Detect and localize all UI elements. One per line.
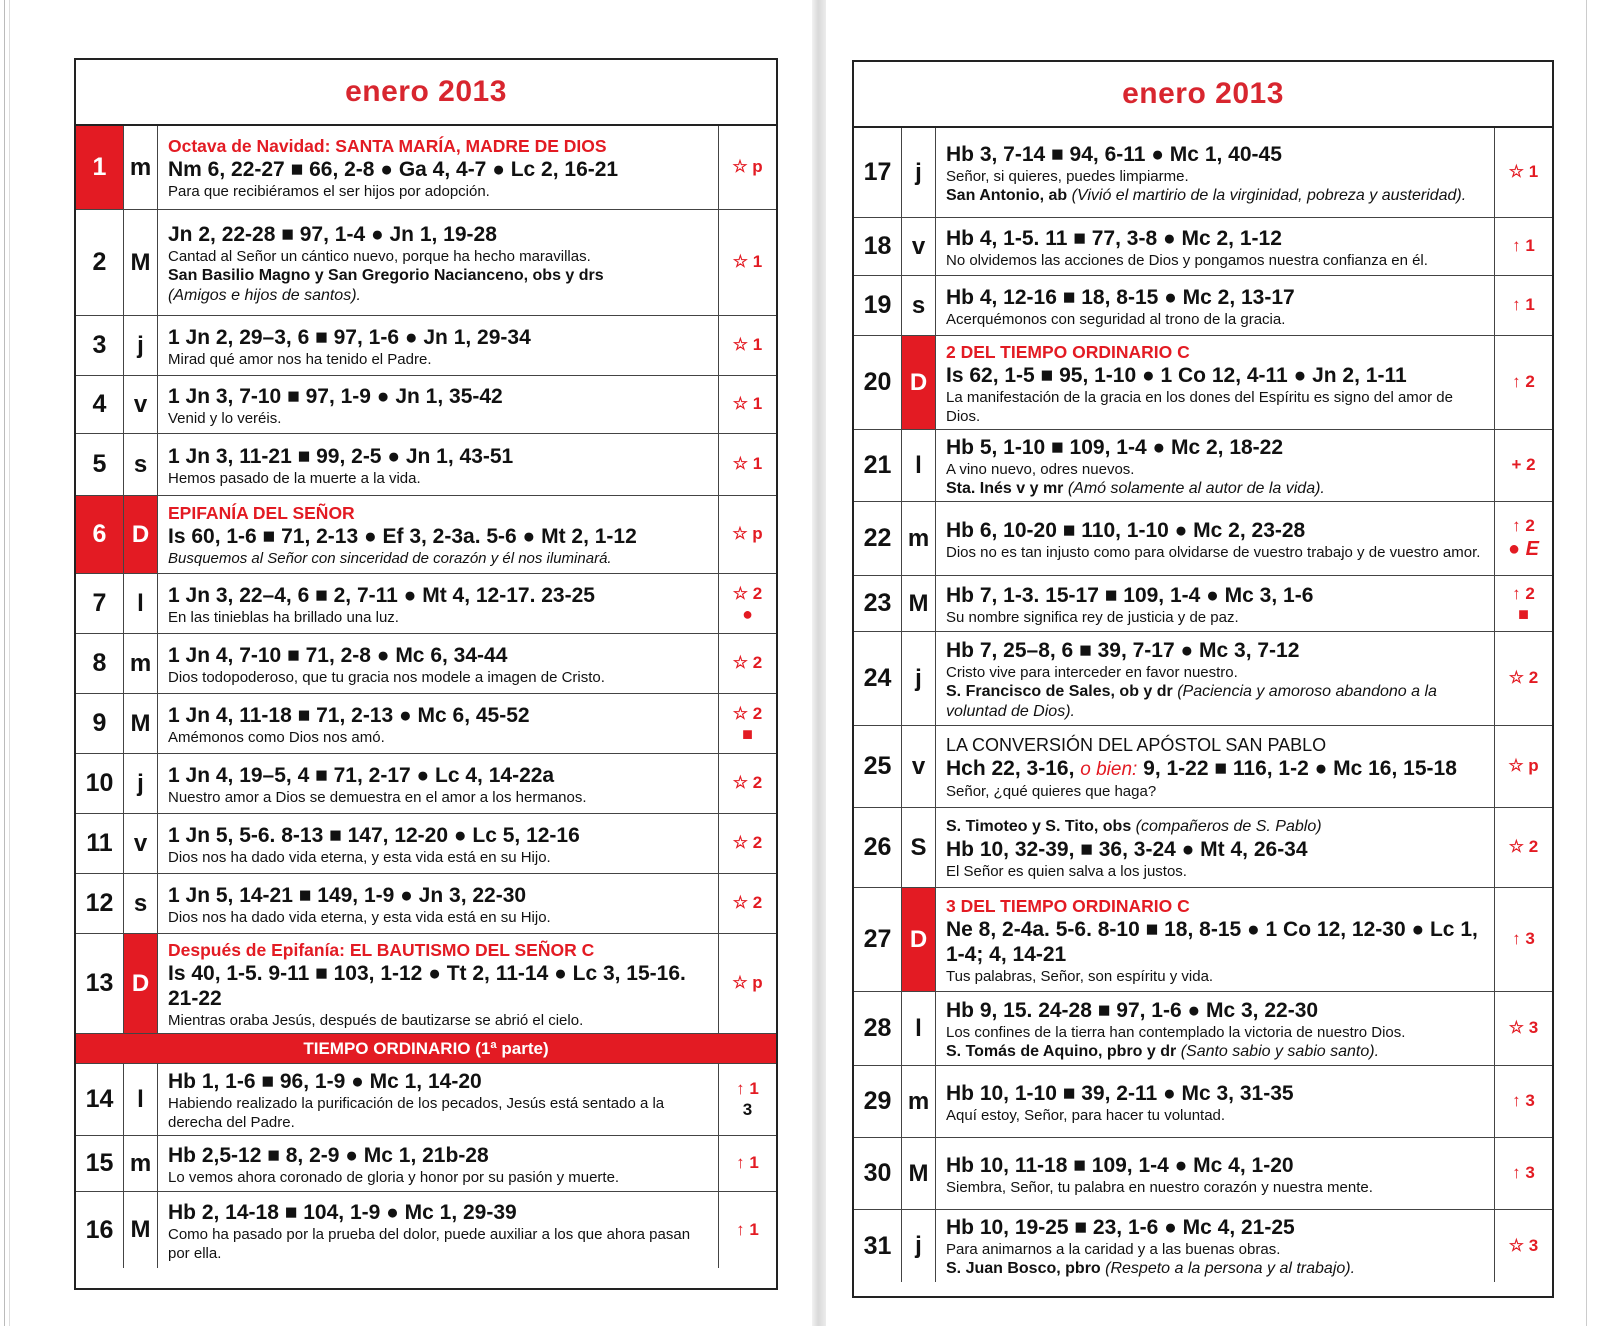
readings: Is 40, 1-5. 9-11 ■ 103, 1-12 ● Tt 2, 11-14 ● Lc 3, 15-16. 21-22: [168, 961, 686, 1010]
circle-symbol: ●: [742, 603, 753, 624]
day-row-26: [854, 808, 1552, 888]
weekday-letter: v: [902, 218, 936, 275]
antiphon: Para animarnos a la caridad y a las buenas obras.: [946, 1241, 1281, 1258]
day-row-9: [76, 694, 776, 754]
day-number: 13: [76, 934, 124, 1033]
readings: Is 62, 1-5 ■ 95, 1-10 ● 1 Co 12, 4-11 ● Jn 2, 1-11: [946, 363, 1407, 387]
feast-title: LA CONVERSIÓN DEL APÓSTOL SAN PABLO: [946, 734, 1327, 755]
weekday-letter: M: [124, 694, 158, 753]
readings: Hb 9, 15. 24-28 ■ 97, 1-6 ● Mc 3, 22-30: [946, 998, 1319, 1022]
antiphon: Habiendo realizado la purificación de los pecados, Jesús está sentado a la derecha del Padre.: [168, 1095, 665, 1131]
day-number: 25: [854, 726, 902, 807]
liturgical-mark: ☆ 2: [732, 773, 763, 793]
day-row-6: [76, 496, 776, 574]
liturgical-mark: ☆ 1: [732, 252, 763, 272]
day-number: 5: [76, 434, 124, 495]
day-row-29: [854, 1066, 1552, 1138]
liturgical-mark: ↑ 1: [736, 1219, 759, 1239]
weekday-letter: M: [902, 576, 936, 631]
antiphon: Aquí estoy, Señor, para hacer tu voluntad.: [946, 1106, 1226, 1124]
liturgical-mark: ↑ 3: [1512, 1091, 1535, 1111]
readings: Jn 2, 22-28 ■ 97, 1-4 ● Jn 1, 19-28: [168, 222, 497, 246]
antiphon: Hemos pasado de la muerte a la vida.: [168, 469, 421, 487]
day-number: 7: [76, 574, 124, 633]
feast-title: Octava de Navidad: SANTA MARÍA, MADRE DE DIOS: [168, 136, 607, 156]
weekday-letter: v: [124, 814, 158, 873]
liturgical-mark: ☆ 3: [1508, 1235, 1539, 1255]
month-title: enero 2013: [76, 60, 776, 126]
day-row-21: [854, 430, 1552, 502]
antiphon: Mirad qué amor nos ha tenido el Padre.: [168, 350, 432, 368]
ember-day-mark: ● E: [1508, 537, 1539, 560]
readings: 1 Jn 3, 11-21 ■ 99, 2-5 ● Jn 1, 43-51: [168, 444, 514, 468]
readings: Hb 2, 14-18 ■ 104, 1-9 ● Mc 1, 29-39: [168, 1200, 517, 1224]
saint-note: (Santo sabio y sabio santo).: [1180, 1042, 1380, 1060]
day-row-5: [76, 434, 776, 496]
day-number: 3: [76, 316, 124, 375]
antiphon: Los confines de la tierra han contemplado la victoria de nuestro Dios.: [946, 1023, 1406, 1041]
liturgical-mark: ↑ 3: [1512, 1163, 1535, 1183]
antiphon: A vino nuevo, odres nuevos.: [946, 460, 1135, 478]
readings: Hb 10, 19-25 ■ 23, 1-6 ● Mc 4, 21-25: [946, 1216, 1295, 1239]
day-row-27: [854, 888, 1552, 992]
weekday-letter: M: [124, 210, 158, 315]
day-row-16: [76, 1192, 776, 1268]
feast-title: 3 DEL TIEMPO ORDINARIO C: [946, 895, 1190, 916]
antiphon: Como ha pasado por la prueba del dolor, puede auxiliar a los que ahora pasan por ella.: [168, 1225, 691, 1262]
day-row-20: [854, 336, 1552, 430]
day-number: 19: [854, 276, 902, 335]
day-number: 15: [76, 1136, 124, 1191]
day-row-28: [854, 992, 1552, 1066]
antiphon: Cristo vive para interceder en favor nuestro.: [946, 663, 1238, 681]
antiphon: Acerquémonos con seguridad al trono de la gracia.: [946, 310, 1286, 328]
readings: Hb 6, 10-20 ■ 110, 1-10 ● Mc 2, 23-28: [946, 518, 1306, 542]
weekday-letter: s: [124, 874, 158, 933]
readings: Nm 6, 22-27 ■ 66, 2-8 ● Ga 4, 4-7 ● Lc 2, 16-21: [168, 158, 619, 181]
week-number: 3: [742, 1099, 753, 1119]
saint-name: S. Juan Bosco, pbro: [946, 1260, 1101, 1277]
liturgical-mark: ↑ 1: [736, 1153, 759, 1173]
weekday-letter: D: [124, 934, 158, 1033]
antiphon: Dios nos ha dado vida eterna, y esta vida está en su Hijo.: [168, 848, 551, 866]
day-number: 20: [854, 336, 902, 429]
day-number: 4: [76, 376, 124, 433]
weekday-letter: S: [902, 808, 936, 887]
antiphon: Dios nos ha dado vida eterna, y esta vida está en su Hijo.: [168, 908, 551, 926]
antiphon: Para que recibiéramos el ser hijos por adopción.: [168, 183, 490, 200]
day-number: 31: [854, 1210, 902, 1282]
weekday-letter: v: [124, 376, 158, 433]
liturgical-mark: ↑ 1: [1512, 295, 1535, 315]
liturgical-mark: ☆ 2: [732, 893, 763, 913]
feast-title: Después de Epifanía: EL BAUTISMO DEL SEÑOR C: [168, 939, 595, 960]
liturgical-mark: ☆ p: [732, 524, 763, 544]
day-number: 2: [76, 210, 124, 315]
weekday-letter: M: [902, 1138, 936, 1209]
weekday-letter: D: [902, 336, 936, 429]
day-number: 22: [854, 502, 902, 575]
weekday-letter: j: [124, 316, 158, 375]
saint-note: (Paciencia y amoroso abandono a la voluntad de Dios).: [946, 682, 1437, 720]
square-symbol: ■: [742, 723, 753, 744]
readings-part-b: 9, 1-22 ■ 116, 1-2 ● Mc 16, 15-18: [1143, 756, 1457, 780]
readings: 1 Jn 4, 11-18 ■ 71, 2-13 ● Mc 6, 45-52: [168, 703, 530, 727]
liturgical-mark: ☆ 3: [1508, 1018, 1539, 1038]
liturgical-mark: ☆ 2: [1508, 837, 1539, 857]
readings: Hb 7, 1-3. 15-17 ■ 109, 1-4 ● Mc 3, 1-6: [946, 583, 1314, 607]
saint-note: (Amó solamente al autor de la vida).: [1067, 479, 1325, 497]
liturgical-mark: ☆ 2: [732, 704, 763, 724]
saint-name: S. Francisco de Sales, ob y dr: [946, 682, 1173, 700]
antiphon: Dios no es tan injusto como para olvidarse de vuestro trabajo y de vuestro amor.: [946, 543, 1481, 561]
day-row-4: [76, 376, 776, 434]
readings: Hb 10, 32-39, ■ 36, 3-24 ● Mt 4, 26-34: [946, 837, 1308, 861]
antiphon: Tus palabras, Señor, son espíritu y vida.: [946, 967, 1214, 985]
liturgical-mark: ☆ p: [1508, 756, 1539, 776]
day-row-2: [76, 210, 776, 316]
day-number: 6: [76, 496, 124, 573]
antiphon: Nuestro amor a Dios se demuestra en el amor a los hermanos.: [168, 788, 587, 806]
liturgical-mark: ☆ p: [732, 157, 763, 177]
day-number: 17: [854, 128, 902, 217]
weekday-letter: l: [124, 1064, 158, 1135]
antiphon: Mientras oraba Jesús, después de bautizarse se abrió el cielo.: [168, 1011, 584, 1029]
readings: Hb 5, 1-10 ■ 109, 1-4 ● Mc 2, 18-22: [946, 435, 1284, 459]
antiphon: Lo vemos ahora coronado de gloria y honor por su pasión y muerte.: [168, 1168, 620, 1186]
weekday-letter: D: [124, 496, 158, 573]
day-number: 30: [854, 1138, 902, 1209]
day-row-18: [854, 218, 1552, 276]
readings: Hb 1, 1-6 ■ 96, 1-9 ● Mc 1, 14-20: [168, 1070, 482, 1093]
readings: 1 Jn 3, 7-10 ■ 97, 1-9 ● Jn 1, 35-42: [168, 384, 503, 408]
readings: 1 Jn 4, 19–5, 4 ■ 71, 2-17 ● Lc 4, 14-22a: [168, 763, 555, 787]
page-edge-left: [4, 0, 10, 1326]
day-number: 18: [854, 218, 902, 275]
weekday-letter: m: [124, 634, 158, 693]
weekday-letter: l: [902, 430, 936, 501]
readings: 1 Jn 3, 22–4, 6 ■ 2, 7-11 ● Mt 4, 12-17. 23-25: [168, 583, 595, 607]
liturgical-mark: ☆ 1: [1508, 162, 1539, 182]
liturgical-mark: ☆ 2: [732, 584, 763, 604]
liturgical-mark: ↑ 1: [736, 1079, 759, 1099]
weekday-letter: v: [902, 726, 936, 807]
liturgical-mark: ☆ 1: [732, 454, 763, 474]
antiphon: Su nombre significa rey de justicia y de paz.: [946, 608, 1239, 626]
weekday-letter: M: [124, 1192, 158, 1268]
saint-note: (Vivió el martirio de la virginidad, pobreza y austeridad).: [1071, 186, 1467, 204]
saint-name: S. Timoteo y S. Tito, obs: [946, 817, 1132, 835]
day-row-22: [854, 502, 1552, 576]
weekday-letter: l: [124, 574, 158, 633]
weekday-letter: j: [902, 632, 936, 725]
antiphon: Señor, ¿qué quieres que haga?: [946, 782, 1157, 800]
liturgical-mark: ↑ 2: [1512, 584, 1535, 604]
saint-note: (Respeto a la persona y al trabajo).: [1105, 1260, 1356, 1277]
antiphon: Señor, si quieres, puedes limpiarme.: [946, 167, 1189, 185]
day-row-15: [76, 1136, 776, 1192]
day-row-13: [76, 934, 776, 1034]
liturgical-mark: ☆ 2: [1508, 668, 1539, 688]
liturgical-mark: ↑ 2: [1512, 516, 1535, 536]
day-number: 1: [76, 126, 124, 209]
day-row-11: [76, 814, 776, 874]
saint-name: San Basilio Magno y San Gregorio Nacianceno, obs y drs: [168, 266, 604, 284]
liturgical-mark: ☆ 1: [732, 335, 763, 355]
day-row-23: [854, 576, 1552, 632]
alternative-label: o bien:: [1080, 758, 1138, 780]
day-row-30: [854, 1138, 1552, 1210]
antiphon: Venid y lo veréis.: [168, 409, 282, 427]
liturgical-mark: ↑ 1: [1512, 236, 1535, 256]
calendar-page-right: [852, 60, 1554, 1298]
readings: 1 Jn 2, 29–3, 6 ■ 97, 1-6 ● Jn 1, 29-34: [168, 325, 531, 349]
day-row-1: [76, 126, 776, 210]
day-row-14: [76, 1064, 776, 1136]
liturgical-mark: ☆ 2: [732, 833, 763, 853]
antiphon: No olvidemos las acciones de Dios y pongamos nuestra confianza en él.: [946, 251, 1428, 269]
weekday-letter: s: [902, 276, 936, 335]
day-row-25: [854, 726, 1552, 808]
weekday-letter: m: [124, 1136, 158, 1191]
readings: Hb 4, 12-16 ■ 18, 8-15 ● Mc 2, 13-17: [946, 285, 1295, 309]
day-row-17: [854, 128, 1552, 218]
book-spine: [812, 0, 826, 1326]
day-row-10: [76, 754, 776, 814]
day-row-19: [854, 276, 1552, 336]
readings-part-a: Hch 22, 3-16,: [946, 756, 1075, 780]
readings: 1 Jn 5, 5-6. 8-13 ■ 147, 12-20 ● Lc 5, 12-16: [168, 823, 580, 847]
saint-note: (compañeros de S. Pablo): [1135, 817, 1322, 835]
saint-name: S. Tomás de Aquino, pbro y dr: [946, 1042, 1177, 1060]
weekday-letter: D: [902, 888, 936, 991]
weekday-letter: m: [902, 1066, 936, 1137]
weekday-letter: m: [902, 502, 936, 575]
weekday-letter: j: [902, 1210, 936, 1282]
antiphon: Cantad al Señor un cántico nuevo, porque ha hecho maravillas.: [168, 247, 591, 265]
feast-title: 2 DEL TIEMPO ORDINARIO C: [946, 341, 1190, 362]
day-number: 9: [76, 694, 124, 753]
calendar-page-left: [74, 58, 778, 1290]
antiphon: Dios todopoderoso, que tu gracia nos modele a imagen de Cristo.: [168, 668, 605, 686]
weekday-letter: m: [124, 126, 158, 209]
day-number: 12: [76, 874, 124, 933]
readings: Hb 3, 7-14 ■ 94, 6-11 ● Mc 1, 40-45: [946, 142, 1282, 166]
day-row-7: [76, 574, 776, 634]
weekday-letter: s: [124, 434, 158, 495]
weekday-letter: j: [124, 754, 158, 813]
day-number: 10: [76, 754, 124, 813]
day-number: 28: [854, 992, 902, 1065]
season-band: TIEMPO ORDINARIO (1ª parte): [76, 1034, 776, 1064]
antiphon: El Señor es quien salva a los justos.: [946, 862, 1187, 880]
antiphon: En las tinieblas ha brillado una luz.: [168, 608, 399, 626]
antiphon: Busquemos al Señor con sinceridad de corazón y él nos iluminará.: [168, 550, 612, 567]
day-number: 26: [854, 808, 902, 887]
weekday-letter: j: [902, 128, 936, 217]
saint-name: Sta. Inés v y mr: [946, 479, 1064, 497]
antiphon: Siembra, Señor, tu palabra en nuestro corazón y nuestra mente.: [946, 1178, 1373, 1196]
liturgical-mark: ☆ p: [732, 973, 763, 993]
day-number: 11: [76, 814, 124, 873]
liturgical-mark: ☆ 1: [732, 394, 763, 414]
saint-note: (Amigos e hijos de santos).: [168, 286, 361, 304]
day-row-8: [76, 634, 776, 694]
liturgical-mark: ↑ 3: [1512, 929, 1535, 949]
day-number: 29: [854, 1066, 902, 1137]
square-symbol: ■: [1518, 603, 1529, 624]
day-row-12: [76, 874, 776, 934]
readings: Ne 8, 2-4a. 5-6. 8-10 ■ 18, 8-15 ● 1 Co 12, 12-30 ● Lc 1, 1-4; 4, 14-21: [946, 917, 1478, 966]
antiphon: Amémonos como Dios nos amó.: [168, 728, 385, 746]
feast-title: EPIFANÍA DEL SEÑOR: [168, 503, 355, 523]
readings: Hb 10, 11-18 ■ 109, 1-4 ● Mc 4, 1-20: [946, 1153, 1294, 1177]
day-number: 27: [854, 888, 902, 991]
readings: 1 Jn 5, 14-21 ■ 149, 1-9 ● Jn 3, 22-30: [168, 883, 527, 907]
readings: Hb 2,5-12 ■ 8, 2-9 ● Mc 1, 21b-28: [168, 1143, 489, 1167]
page-edge-right: [1586, 0, 1592, 1326]
liturgical-mark: ☆ 2: [732, 653, 763, 673]
day-number: 24: [854, 632, 902, 725]
day-row-24: [854, 632, 1552, 726]
saint-name: San Antonio, ab: [946, 186, 1068, 204]
day-number: 21: [854, 430, 902, 501]
month-title: enero 2013: [854, 62, 1552, 128]
day-number: 16: [76, 1192, 124, 1268]
day-number: 23: [854, 576, 902, 631]
readings: Hb 10, 1-10 ■ 39, 2-11 ● Mc 3, 31-35: [946, 1081, 1294, 1105]
day-number: 14: [76, 1064, 124, 1135]
day-number: 8: [76, 634, 124, 693]
readings: Hb 4, 1-5. 11 ■ 77, 3-8 ● Mc 2, 1-12: [946, 226, 1282, 250]
readings: Is 60, 1-6 ■ 71, 2-13 ● Ef 3, 2-3a. 5-6 ● Mt 2, 1-12: [168, 525, 637, 548]
antiphon: La manifestación de la gracia en los dones del Espíritu es signo del amor de Dios.: [946, 388, 1453, 425]
liturgical-mark: + 2: [1511, 455, 1536, 475]
day-row-3: [76, 316, 776, 376]
readings: Hb 7, 25–8, 6 ■ 39, 7-17 ● Mc 3, 7-12: [946, 638, 1300, 662]
weekday-letter: l: [902, 992, 936, 1065]
readings: 1 Jn 4, 7-10 ■ 71, 2-8 ● Mc 6, 34-44: [168, 643, 508, 667]
day-row-31: [854, 1210, 1552, 1282]
liturgical-mark: ↑ 2: [1512, 372, 1535, 392]
